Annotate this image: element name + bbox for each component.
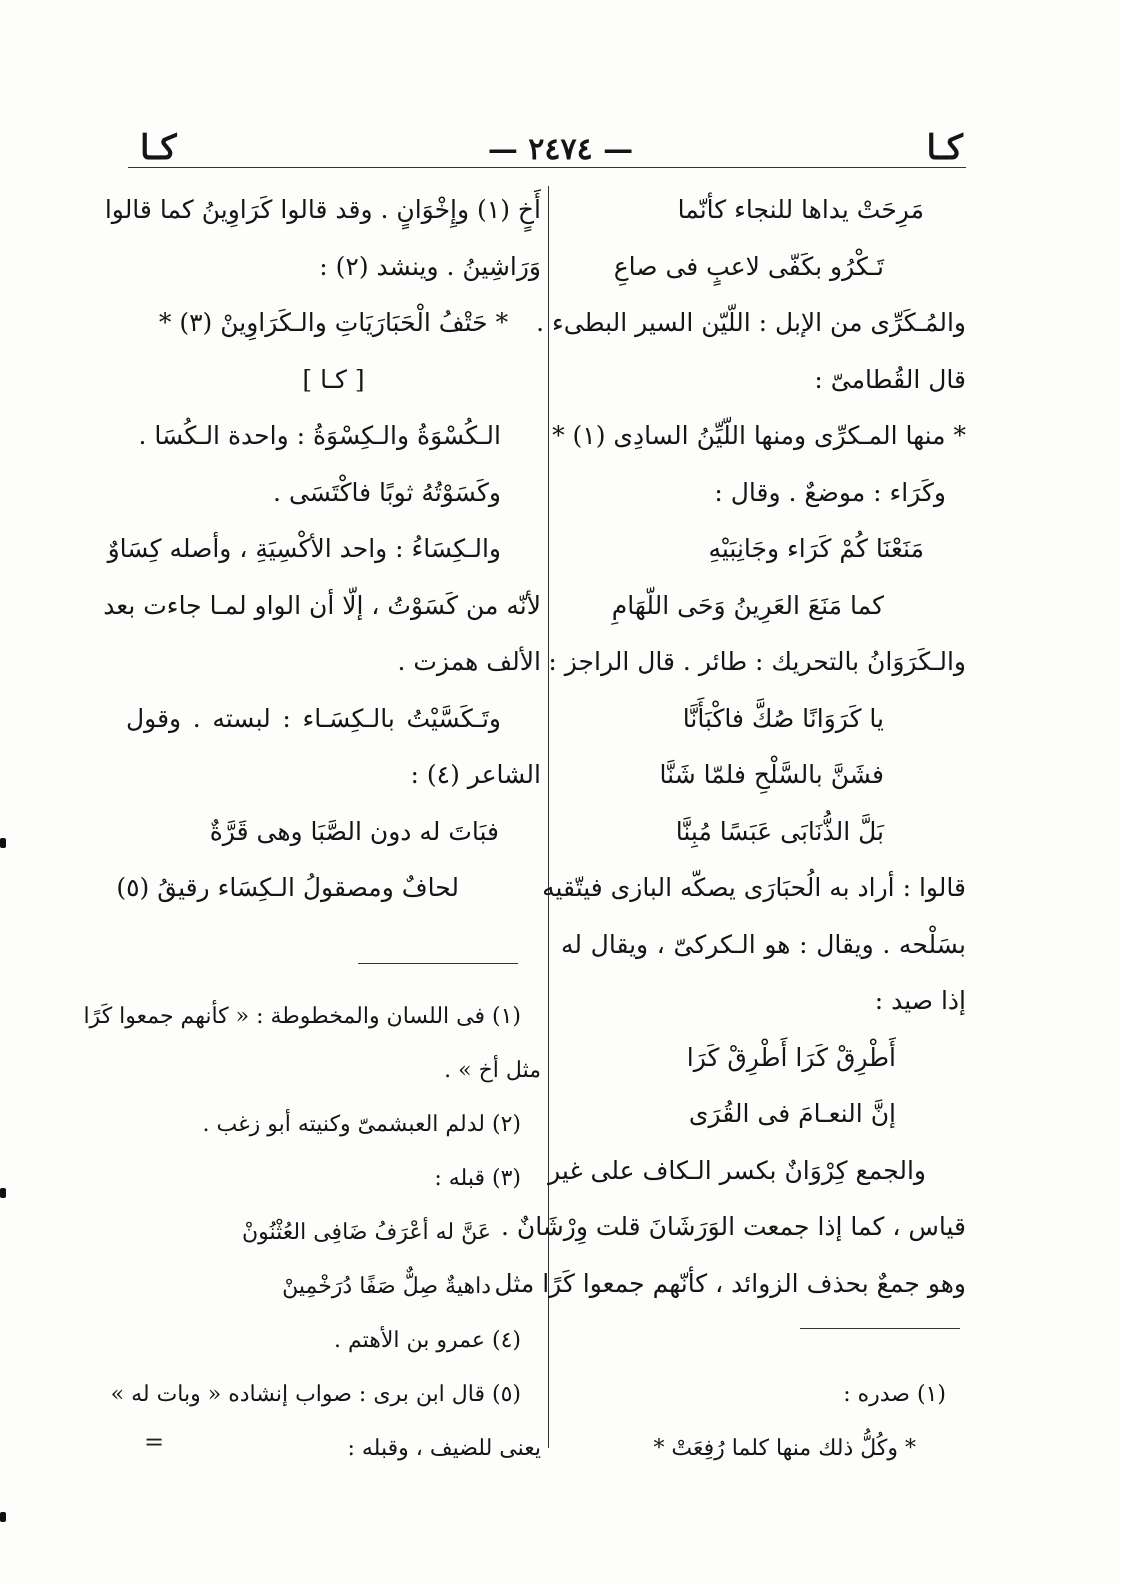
text-line: وَرَاشِينُ . وينشد (٢) :	[319, 251, 541, 281]
text-line: فبَاتَ له دون الصَّبَا وهى قَرَّةٌ	[209, 816, 499, 846]
text-line: وهو جمعٌ بحذف الزوائد ، كأنّهم جمعوا كَرًا مثل	[494, 1268, 966, 1298]
text-line: أَطْرِقْ كَرَا أَطْرِقْ كَرَا	[686, 1042, 896, 1072]
text-line: بسَلْحه . ويقال : هو الـكركىّ ، ويقال له	[561, 929, 966, 959]
footnote-line: * وكُلُّ ذلك منها كلما رُفِعَتْ *	[653, 1436, 916, 1461]
footnote-rule-left	[358, 963, 518, 964]
footnote-rule-right	[800, 1328, 960, 1329]
right-footnotes	[561, 1368, 966, 1476]
footnote-line: (١) صدره :	[843, 1382, 946, 1407]
footnote-line: (١) فى اللسان والمخطوطة : « كأنهم جمعوا كَرًا	[83, 1004, 521, 1029]
text-line: وكَسَوْتُهُ ثوبًا فاكْتَسَى .	[273, 477, 501, 507]
text-line: مَرِحَتْ يداها للنجاء كأنّما	[677, 195, 924, 224]
text-line: الألف همزت .	[397, 647, 541, 676]
right-column	[494, 182, 966, 1312]
footnote-line: (٤) عمرو بن الأهتم .	[334, 1328, 521, 1353]
footnote-line: داهيةٌ صِلٌّ صَفًا دُرَخْمِينْ	[282, 1274, 491, 1299]
left-footnotes	[83, 990, 541, 1476]
header-rule	[128, 167, 966, 168]
text-line: * حَتْفُ الْحَبَارَيَاتِ والـكَرَاوِينْ (٣) *	[158, 308, 509, 337]
text-line: وتَـكَسَّيْتُ بالـكِسَـاء : لبسته . وقول	[126, 703, 501, 733]
footnote-line: يعنى للضيف ، وقبله :	[347, 1436, 541, 1461]
running-head-right: كـا	[926, 128, 963, 168]
footnote-line: (٣) قبله :	[434, 1166, 521, 1191]
scan-speck	[0, 1512, 6, 1522]
text-line: كما مَنَعَ العَرِينُ وَحَى اللّهَامِ	[611, 590, 884, 620]
entry-heading: [ كـا ]	[302, 364, 365, 394]
text-line: فشَنَّ بالسَّلْحِ فلمّا شَنَّا	[659, 760, 884, 789]
text-line: لحافٌ ومصقولُ الـكِسَاء رقيقُ (٥)	[116, 873, 459, 902]
text-line: مَنَعْنَا كُمْ كَرَاء وجَانِبَيْهِ	[708, 534, 924, 563]
text-line: والـكَرَوَانُ بالتحريك : طائر . قال الراجز :	[548, 647, 966, 676]
text-line: بَلَّ الذُّنَابَى عَبَسًا مُبِنَّا	[675, 816, 884, 846]
text-line: قالوا : أراد به الُحبَارَى يصكّه البازى فيتّقيه	[542, 873, 966, 902]
continuation-mark: =	[144, 1428, 165, 1456]
left-column	[103, 182, 541, 917]
running-head-left: كـا	[140, 128, 177, 168]
text-line: والـكِسَاءُ : واحد الأكْسِيَةِ ، وأصله كِسَاوٌ	[107, 534, 501, 563]
scan-speck	[0, 838, 6, 848]
text-line: إذا صيد :	[874, 986, 966, 1015]
text-line: * منها المـكرِّى ومنها اللّيِّنُ السادِى (١) *	[552, 421, 966, 450]
text-line: أَخٍ (١) وإِخْوَانٍ . وقد قالوا كَرَاوِينُ كما قالوا	[104, 195, 541, 224]
footnote-line: عَنَّ له أعْرَفُ ضَافِى العُثْنُونْ	[242, 1220, 491, 1245]
page-number: — ٢٤٧٤ —	[487, 132, 634, 167]
footnote-line: (٥) قال ابن برى : صواب إنشاده « وبات له »	[110, 1382, 521, 1407]
text-line: لأنّه من كَسَوْتُ ، إلّا أن الواو لمـا جاءت بعد	[103, 590, 541, 620]
text-line: قياس ، كما إذا جمعت الوَرَشَانَ قلت وِرْشَانٌ .	[500, 1212, 966, 1241]
scan-speck	[0, 1188, 6, 1198]
text-line: الـكُسْوَةُ والـكِسْوَةُ : واحدة الـكُسَا .	[138, 421, 501, 450]
text-line: الشاعر (٤) :	[410, 760, 541, 789]
text-line: يا كَرَوَانًا صُكَّ فاكْبَأَنَّا	[682, 703, 884, 733]
text-line: تَـكْرُو بكَفّى لاعبٍ فى صاعِ	[613, 251, 884, 281]
footnote-line: مثل أخ » .	[444, 1058, 541, 1083]
text-line: وكَرَاء : موضعٌ . وقال :	[714, 477, 946, 507]
text-line: قال القُطامىّ :	[814, 364, 966, 394]
footnote-line: (٢) لدلم العبشمىّ وكنيته أبو زغب .	[202, 1112, 521, 1137]
text-line: إنَّ النعـامَ فى القُرَى	[688, 1099, 896, 1128]
text-line: والجمع كِرْوَانٌ بكسر الـكاف على غير	[548, 1155, 926, 1185]
text-line: والمُـكَرِّى من الإبل : اللّيّن السير البطىء .	[536, 308, 966, 337]
